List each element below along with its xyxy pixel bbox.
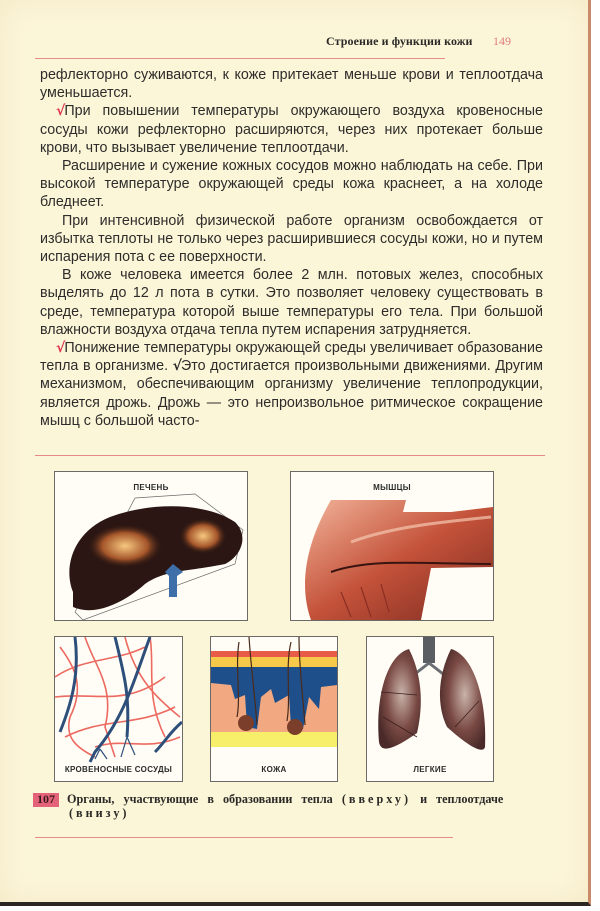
muscles-illustration-icon: [291, 472, 493, 620]
lungs-illustration-icon: [367, 637, 493, 781]
panel-label: КРОВЕНОСНЫЕ СОСУДЫ: [64, 765, 173, 774]
figure-caption: 107 Органы, участвующие в образовании тепла (вверху) и теплоотдаче (внизу): [33, 793, 523, 820]
footer-rule: [35, 837, 453, 838]
figure-panel-muscles: [290, 471, 494, 621]
panel-label: МЫШЦЫ: [373, 483, 411, 492]
figure-panel-skin: [210, 636, 338, 782]
panel-label: ПЕЧЕНЬ: [133, 483, 169, 492]
paragraph: √При повышении температуры окружающего воздуха кровеносные сосуды кожи рефлекторно расширяются, через них протекает больше крови, что вызывает увеличение теплоотдачи.: [40, 103, 543, 156]
paragraph: √Понижение температуры окружающей среды увеличивает образование тепла в организме. √Это достигается произвольными движениями. Другим механизмом, обеспечивающим организму увеличение теплопродукции, является дрожь. Дрожь — это непроизвольное ритмическое сокращение мышц с большой часто-: [40, 340, 543, 429]
body-text: [40, 66, 543, 430]
figure-top-rule: [35, 455, 545, 456]
figure-panel-liver: [54, 471, 248, 621]
page-number: 149: [493, 34, 511, 48]
figure-number-badge: 107: [33, 793, 59, 807]
figure-panel-lungs: [366, 636, 494, 782]
paragraph: Расширение и сужение кожных сосудов можно наблюдать на себе. При высокой температуре окружающей среды кожа краснеет, а на холоде бледнеет.: [40, 158, 543, 211]
running-title: Строение и функции кожи: [326, 34, 473, 48]
paragraph: При интенсивной физической работе организм освобождается от избытка теплоты не только через расширившиеся сосуды кожи, но и путем испарения пота с ее поверхности.: [40, 212, 543, 266]
blood-vessels-illustration-icon: [55, 637, 182, 781]
paragraph: рефлекторно суживаются, к коже притекает меньше крови и теплоотдача уменьшается.: [40, 67, 543, 102]
header-rule: [35, 58, 445, 59]
figure-panel-blood-vessels: [54, 636, 183, 782]
panel-label: КОЖА: [261, 765, 287, 774]
panel-label: ЛЕГКИЕ: [413, 765, 447, 774]
liver-illustration-icon: [55, 472, 247, 620]
red-checkmark-icon: √: [56, 340, 66, 357]
paragraph: В коже человека имеется более 2 млн. потовых желез, способных выделять до 12 л пота в сутки. Это позволяет человеку существовать в среде, температура которой выше температуры его тела. При большой влажности воздуха отдача тепла путем испарения затрудняется.: [40, 267, 543, 338]
dark-checkmark-icon: √: [172, 358, 182, 375]
skin-illustration-icon: [211, 637, 337, 781]
red-checkmark-icon: √: [56, 103, 66, 120]
